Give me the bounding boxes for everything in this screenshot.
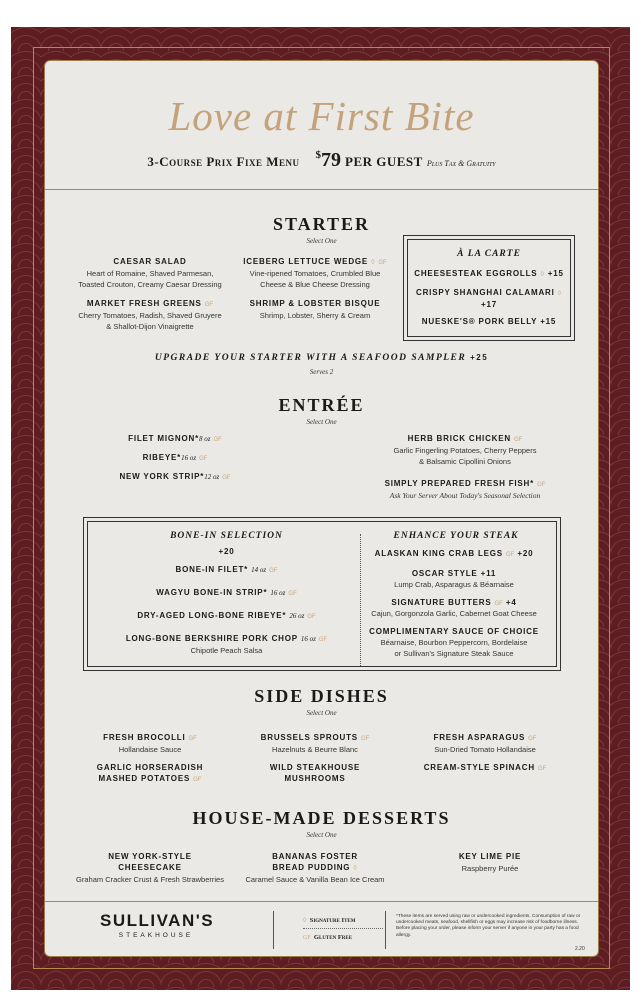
gf-icon: GF (537, 766, 547, 772)
legend (303, 914, 393, 944)
market-greens: MARKET FRESH GREENS GF (86, 299, 214, 308)
consumer-advisory: *These items are served using raw or undercooked ingredients. Consumption of raw or undercooked meats, seafood, shellfish or eggs may increase risk of foodborne illness. Before placing your order, please inform your server if anyone in your party has a food allergy. (396, 914, 581, 938)
gf-icon: GF (494, 601, 503, 607)
cheesecake: NEW YORK-STYLE CHEESECAKE (108, 852, 192, 872)
gf-icon: GF (537, 482, 546, 488)
mashed-potatoes: GARLIC HORSERADISH MASHED POTATOES GF (96, 763, 204, 783)
steak-box (83, 517, 561, 671)
cheesecake-desc: Graham Cracker Crust & Fresh Strawberries (76, 875, 224, 884)
gf-icon: GF (188, 736, 197, 742)
brussels-sprouts: BRUSSELS SPROUTS GF (260, 733, 370, 742)
long-bone-ribeye: DRY-AGED LONG-BONE RIBEYE* 26 oz GF (137, 611, 316, 620)
shanghai-calamari: CRISPY SHANGHAI CALAMARI ◊ +17 (416, 288, 562, 309)
alacarte-box (403, 235, 575, 341)
signature-item-label: Signature Item (309, 917, 356, 924)
signature-icon: ◊ (557, 290, 562, 297)
broccoli-desc: Hollandaise Sauce (118, 745, 182, 754)
sides-select: Select One (306, 709, 337, 717)
per-guest: PER GUEST (345, 154, 423, 169)
gf-icon: GF (193, 777, 202, 783)
sides-title: SIDE DISHES (254, 686, 389, 706)
sauce-desc: Béarnaise, Bourbon Peppercorn, Bordelaise or Sullivan's Signature Steak Sauce (380, 638, 528, 658)
upgrade-line: UPGRADE YOUR STARTER WITH A SEAFOOD SAMPLER +25 (154, 353, 489, 363)
serves-note: Serves 2 (309, 368, 334, 376)
bisque-desc: Shrimp, Lobster, Sherry & Cream (259, 311, 371, 320)
signature-icon: ◊ (540, 271, 545, 278)
signature-butters: SIGNATURE BUTTERS GF +4 (391, 598, 517, 607)
signature-icon: ◊ (371, 259, 376, 266)
price: 79 (321, 149, 341, 171)
gf-icon: GF (288, 591, 297, 597)
header-rule (45, 189, 598, 190)
iceberg-wedge: ICEBERG LETTUCE WEDGE ◊ GF (243, 257, 387, 266)
gf-icon: GF (513, 437, 523, 443)
desserts-select: Select One (306, 831, 337, 839)
bread-pudding-desc: Caramel Sauce & Vanilla Bean Ice Cream (245, 875, 385, 884)
gf-icon: GF (222, 475, 231, 481)
wild-mushrooms: WILD STEAKHOUSE MUSHROOMS (269, 763, 361, 783)
alacarte-title: À LA CARTE (457, 249, 521, 259)
gf-icon: GF (318, 637, 328, 643)
entree-select: Select One (306, 418, 337, 426)
price-symbol: $ (315, 149, 321, 161)
butters-desc: Cajun, Gorgonzola Garlic, Cabernet Goat Cheese (371, 609, 537, 618)
bread-pudding: BANANAS FOSTER BREAD PUDDING ◊ (272, 852, 358, 872)
prix-fixe-line (45, 149, 598, 172)
footer-divider (273, 911, 274, 949)
signature-icon: ◊ (303, 916, 307, 924)
chicken-desc: Garlic Fingerling Potatoes, Cherry Peppers & Balsamic Cipollini Onions (393, 446, 537, 466)
prix-fixe-label: 3-Course Prix Fixe Menu (147, 154, 300, 169)
fresh-broccoli: FRESH BROCOLLI GF (103, 733, 197, 742)
sullivans-logo: SULLIVAN'S STEAKHOUSE (100, 911, 215, 939)
caesar-salad: CAESAR SALAD (113, 257, 187, 266)
gluten-free-label: Gluten Free (313, 934, 353, 941)
signature-icon: ◊ (353, 865, 358, 872)
enhance-title: ENHANCE YOUR STEAK (393, 531, 519, 541)
complimentary-sauce: COMPLIMENTARY SAUCE OF CHOICE (369, 627, 539, 636)
gf-icon: GF (204, 302, 214, 308)
fish-desc: Ask Your Server About Today's Seasonal Selection (389, 491, 541, 500)
iceberg-desc: Vine-ripened Tomatoes, Crumbled Blue Cheese & Blue Cheese Dressing (249, 269, 381, 289)
cheesesteak-eggrolls: CHEESESTEAK EGGROLLS ◊ +15 (414, 269, 564, 278)
gf-icon: GF (360, 736, 370, 742)
key-lime-pie: KEY LIME PIE (458, 852, 522, 861)
footer-rule (45, 901, 598, 902)
script-title: Love at First Bite (168, 93, 475, 139)
gf-icon: GF (307, 614, 316, 620)
king-crab-legs: ALASKAN KING CRAB LEGS GF +20 (374, 549, 534, 558)
pork-belly: NUESKE'S® PORK BELLY +15 (421, 317, 557, 326)
caesar-desc: Heart of Romaine, Shaved Parmesan, Toasted Crouton, Creamy Caesar Dressing (78, 269, 222, 289)
filet-mignon: FILET MIGNON*8 oz GF (128, 434, 222, 443)
bone-in-title: BONE-IN SELECTION (170, 531, 283, 541)
fresh-asparagus: FRESH ASPARAGUS GF (433, 733, 537, 742)
menu-code: 2.20 (575, 946, 585, 952)
bone-in-filet: BONE-IN FILET* 14 oz GF (175, 565, 278, 574)
oscar-desc: Lump Crab, Asparagus & Béarnaise (394, 580, 514, 589)
starter-title: STARTER (272, 214, 371, 234)
pork-chop-desc: Chipotle Peach Salsa (190, 646, 263, 655)
herb-brick-chicken: HERB BRICK CHICKEN GF (407, 434, 523, 443)
brussels-desc: Hazelnuts & Beurre Blanc (272, 745, 358, 754)
starter-select: Select One (306, 237, 337, 245)
market-greens-desc: Cherry Tomatoes, Radish, Shaved Gruyere & Shallot-Dijon Vinaigrette (78, 311, 222, 331)
entree-title: ENTRÉE (278, 395, 365, 415)
footer-divider-2 (385, 911, 386, 949)
creamed-spinach: CREAM-STYLE SPINACH GF (423, 763, 547, 772)
asparagus-desc: Sun-Dried Tomato Hollandaise (434, 745, 536, 754)
desserts-title: HOUSE-MADE DESSERTS (192, 808, 451, 828)
shrimp-lobster-bisque: SHRIMP & LOBSTER BISQUE (249, 299, 381, 308)
gf-icon: GF (528, 736, 537, 742)
gf-icon: GF (378, 260, 387, 266)
gf-icon: GF (303, 935, 311, 941)
bone-in-price: +20 (218, 547, 235, 556)
key-lime-desc: Raspberry Purée (461, 864, 519, 873)
menu-panel (44, 60, 599, 957)
new-york-strip: NEW YORK STRIP*12 oz GF (119, 472, 231, 481)
wagyu-strip: WAGYU BONE-IN STRIP* 16 oz GF (156, 588, 297, 597)
gf-icon: GF (269, 568, 278, 574)
gf-icon: GF (213, 437, 222, 443)
gf-icon: GF (199, 456, 208, 462)
gf-icon: GF (505, 552, 515, 558)
pork-chop: LONG-BONE BERKSHIRE PORK CHOP 16 oz GF (125, 634, 328, 643)
oscar-style: OSCAR STYLE +11 (411, 569, 497, 578)
fresh-fish: SIMPLY PREPARED FRESH FISH* GF (384, 479, 546, 488)
tax-note: Plus Tax & Gratuity (426, 159, 496, 168)
ribeye: RIBEYE*16 oz GF (142, 453, 208, 462)
